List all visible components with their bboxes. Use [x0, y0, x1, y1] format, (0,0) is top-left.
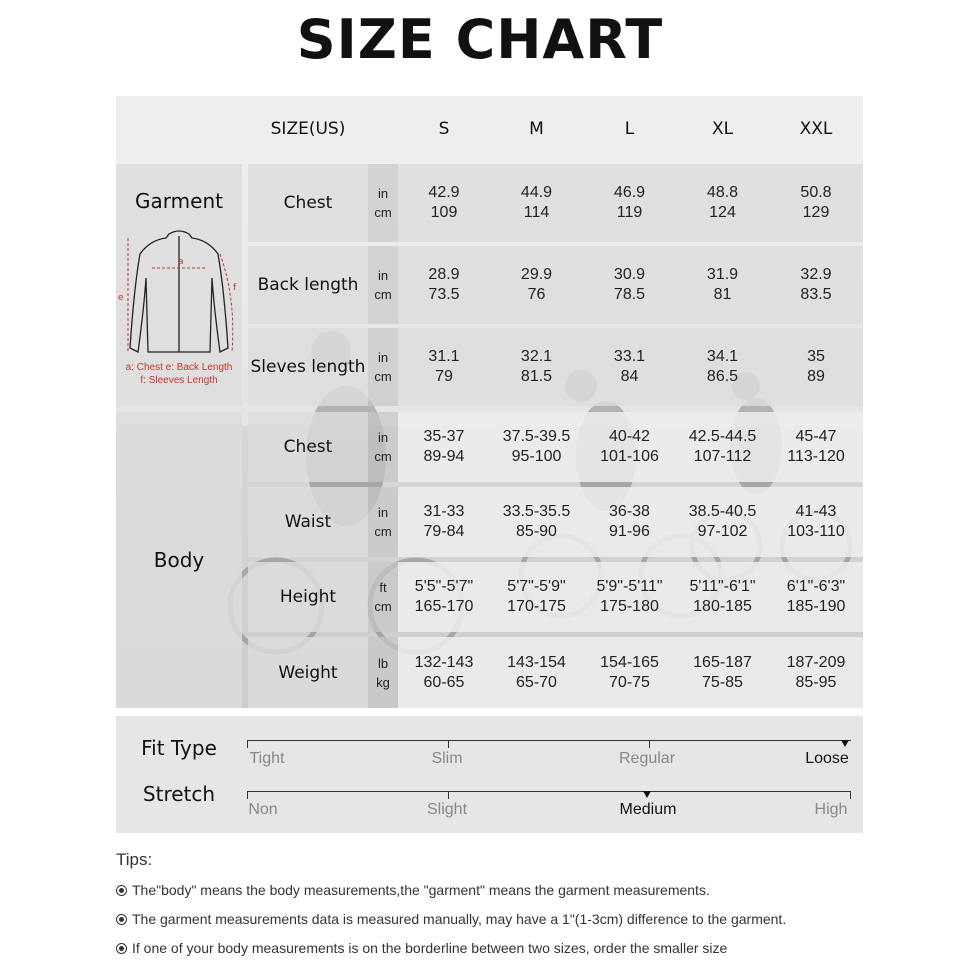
body-waist-units	[368, 487, 398, 557]
value-cell: 30.9 78.5	[613, 266, 646, 303]
garment-back-units	[368, 246, 398, 324]
unit-cm: cm	[374, 287, 392, 302]
fit-option-loose: Loose	[805, 750, 849, 767]
unit-lb: lb	[377, 655, 389, 671]
value-cell: 35 89	[807, 348, 825, 385]
diagram-letter-f: f	[233, 283, 237, 293]
unit-in: in	[377, 505, 389, 520]
fit-stretch-panel	[116, 716, 863, 833]
fit-tick	[649, 740, 650, 748]
garment-chest-units	[368, 164, 398, 242]
unit-kg: kg	[376, 674, 390, 690]
value-cell: 32.1 81.5	[520, 348, 553, 385]
unit-in: in	[377, 430, 389, 445]
fit-tick	[448, 740, 449, 748]
value-cell: 5'7"-5'9" 170-175	[507, 578, 566, 615]
size-header-xl: XL	[711, 119, 734, 139]
stretch-scale	[247, 791, 851, 792]
size-header-m: M	[529, 119, 544, 139]
value-cell: 48.8 124	[706, 184, 739, 221]
value-cell: 31-33 79-84	[423, 503, 465, 540]
size-chart-table	[116, 96, 863, 708]
value-cell: 5'11"-6'1" 180-185	[689, 578, 756, 615]
unit-in: in	[377, 350, 389, 365]
value-cell: 34.1 86.5	[706, 348, 739, 385]
value-cell: 45-47 113-120	[787, 428, 845, 465]
value-cell: 33.1 84	[613, 348, 646, 385]
tip-item	[116, 911, 786, 927]
body-waist-label: Waist	[284, 512, 332, 532]
garment-legend	[116, 361, 242, 387]
unit-in: in	[377, 186, 389, 201]
fit-type-label: Fit Type	[141, 736, 217, 760]
body-weight-units	[368, 637, 398, 708]
value-cell: 5'5"-5'7" 165-170	[414, 578, 474, 615]
value-cell: 35-37 89-94	[423, 428, 465, 465]
garment-label: Garment	[135, 189, 223, 213]
value-cell: 5'9"-5'11" 175-180	[596, 578, 663, 615]
fit-option-regular: Regular	[618, 750, 676, 767]
fit-selected-marker	[841, 740, 849, 747]
fit-tick	[247, 740, 248, 748]
size-header-l: L	[624, 119, 635, 139]
value-cell: 40-42 101-106	[600, 428, 659, 465]
value-cell: 31.9 81	[706, 266, 739, 303]
bullet-icon	[116, 885, 127, 896]
garment-sleeves-units	[368, 328, 398, 406]
value-cell: 42.9 109	[428, 184, 460, 221]
value-cell: 132-143 60-65	[414, 653, 474, 691]
value-cell: 165-187 75-85	[693, 653, 752, 691]
size-header-row	[116, 96, 863, 162]
legend-sleeves-length: f: Sleeves Length	[140, 375, 218, 386]
unit-cm: cm	[374, 599, 392, 614]
tip-item	[116, 940, 727, 956]
value-cell: 143-154 65-70	[507, 653, 566, 691]
value-cell: 187-209 85-95	[786, 653, 846, 691]
unit-in: in	[377, 268, 389, 283]
tips-title: Tips:	[116, 850, 153, 869]
value-cell: 29.9 76	[520, 266, 553, 303]
body-height-label: Height	[279, 587, 337, 607]
unit-cm: cm	[374, 205, 392, 220]
garment-chest-label: Chest	[283, 193, 333, 213]
bullet-icon	[116, 943, 127, 954]
body-weight-label: Weight	[278, 662, 338, 683]
body-label: Body	[153, 548, 205, 572]
stretch-tick	[247, 791, 248, 799]
unit-cm: cm	[374, 369, 392, 384]
diagram-letter-a: a	[178, 257, 184, 267]
stretch-option-high: High	[814, 801, 848, 818]
diagram-letter-e: e	[118, 293, 124, 303]
stretch-tick	[850, 791, 851, 799]
legend-chest: a: Chest	[125, 362, 163, 373]
bullet-icon	[116, 914, 127, 925]
value-cell: 46.9 119	[613, 184, 646, 221]
jersey-diagram	[116, 228, 242, 358]
body-chest-label: Chest	[283, 437, 333, 457]
body-chest-units	[368, 412, 398, 482]
stretch-selected-marker	[643, 791, 651, 798]
value-cell: 37.5-39.5 95-100	[502, 428, 571, 465]
value-cell: 50.8 129	[800, 184, 832, 221]
value-cell: 33.5-35.5 85-90	[502, 503, 571, 540]
unit-cm: cm	[374, 524, 392, 539]
value-cell: 28.9 73.5	[428, 266, 460, 303]
value-cell: 36-38 91-96	[609, 503, 650, 540]
stretch-tick	[448, 791, 449, 799]
stretch-option-non: Non	[248, 801, 278, 818]
size-us-header: SIZE(US)	[270, 119, 346, 139]
value-cell: 154-165 70-75	[600, 653, 659, 691]
tip-text: The garment measurements data is measured manually, may have a 1"(1-3cm) difference to the garment.	[132, 911, 787, 927]
garment-back-length-label: Back length	[257, 275, 359, 295]
garment-sleeves-length-label: Sleves length	[250, 357, 366, 377]
value-cell: 38.5-40.5 97-102	[688, 503, 757, 540]
value-cell: 6'1"-6'3" 185-190	[786, 578, 846, 615]
value-cell: 44.9 114	[520, 184, 553, 221]
stretch-option-slight: Slight	[426, 801, 468, 818]
value-cell: 32.9 83.5	[800, 266, 832, 303]
size-header-s: S	[438, 119, 450, 139]
value-cell: 42.5-44.5 107-112	[688, 428, 757, 465]
body-height-units	[368, 562, 398, 632]
page-title: SIZE CHART	[296, 8, 664, 71]
tip-item	[116, 882, 710, 898]
size-header-xxl: XXL	[799, 119, 833, 139]
fit-option-tight: Tight	[249, 750, 285, 767]
tip-text: If one of your body measurements is on the borderline between two sizes, order the smaller size	[132, 940, 728, 956]
value-cell: 41-43 103-110	[787, 503, 845, 540]
fit-type-scale	[247, 740, 851, 741]
tip-text: The"body" means the body measurements,the "garment" means the garment measurements.	[132, 882, 710, 898]
fit-option-slim: Slim	[431, 750, 463, 767]
unit-ft: ft	[379, 580, 387, 595]
stretch-label: Stretch	[142, 782, 216, 806]
value-cell: 31.1 79	[428, 348, 460, 385]
stretch-option-medium: Medium	[619, 801, 677, 818]
unit-cm: cm	[374, 449, 392, 464]
legend-back-length: e: Back Length	[165, 362, 233, 373]
